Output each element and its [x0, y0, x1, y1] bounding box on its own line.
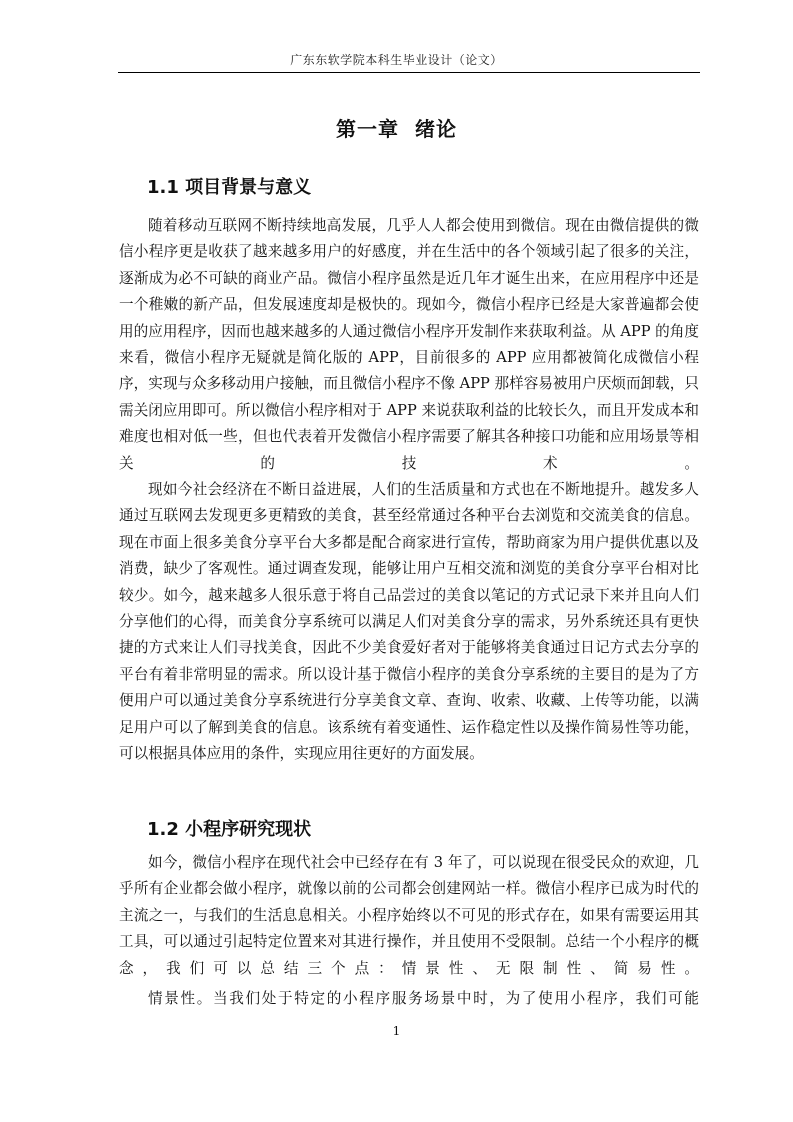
running-header: 广东东软学院本科生毕业设计（论文） — [290, 53, 503, 67]
header-divider — [118, 72, 700, 73]
paragraph-status-2: 情景性。当我们处于特定的小程序服务场景中时，为了使用小程序，我们可能 — [148, 990, 699, 1007]
page-number: 1 — [392, 1024, 401, 1038]
chapter-title: 第一章 绪论 — [336, 117, 457, 141]
section-heading-1-1: 1.1 项目背景与意义 — [147, 177, 312, 198]
paragraph-status-1: 如今，微信小程序在现代社会中已经存在有 3 年了，可以说现在很受民众的欢迎，几乎所有企业都会做小程序，就像以前的公司都会创建网站一样。微信小程序已成为时代的主流之一，与我们的生活息息相关。小程序始终以不可见的形式存在，如果有需要运用其工具，可以通过引起特定位置来对其进行操作，并且使用不受限制。总结一个小程序的概念，我们可以总结三个点：情景性、无限制性、简易性。 — [119, 854, 699, 977]
section-heading-1-2: 1.2 小程序研究现状 — [147, 819, 312, 840]
paragraph-background-1: 随着移动互联网不断持续地高发展，几乎人人都会使用到微信。现在由微信提供的微信小程序更是收获了越来越多用户的好感度，并在生活中的各个领域引起了很多的关注，逐渐成为必不可缺的商业产品。微信小程序虽然是近几年才诞生出来，在应用程序中还是一个稚嫩的新产品，但发展速度却是极快的。现如今，微信小程序已经是大家普遍都会使用的应用程序，因而也越来越多的人通过微信小程序开发制作来获取利益。从 APP 的角度来看，微信小程序无疑就是简化版的 APP，目前很多的 APP 应用都被简化成微信小程序，实现与众多移动用户接触，而且微信小程序不像 APP 那样容易被用户厌烦而卸载，只需关闭应用即可。所以微信小程序相对于 APP 来说获取利益的比较长久，而且开发成本和难度也相对低一些，但也代表着开发微信小程序需要了解其各种接口功能和应用场景等相关的技术。 — [119, 217, 699, 472]
paragraph-background-2: 现如今社会经济在不断日益进展，人们的生活质量和方式也在不断地提升。越发多人通过互联网去发现更多更精致的美食，甚至经常通过各种平台去浏览和交流美食的信息。现在市面上很多美食分享平台大多都是配合商家进行宣传，帮助商家为用户提供优惠以及消费，缺少了客观性。通过调查发现，能够让用户互相交流和浏览的美食分享平台相对比较少。如今，越来越多人很乐意于将自己品尝过的美食以笔记的方式记录下来并且向人们分享他们的心得，而美食分享系统可以满足人们对美食分享的需求，另外系统还具有更快捷的方式来让人们寻找美食，因此不少美食爱好者对于能够将美食通过日记方式去分享的平台有着非常明显的需求。所以设计基于微信小程序的美食分享系统的主要目的是为了方便用户可以通过美食分享系统进行分享美食文章、查询、收索、收藏、上传等功能，以满足用户可以了解到美食的信息。该系统有着变通性、运作稳定性以及操作简易性等功能，可以根据具体应用的条件，实现应用往更好的方面发展。 — [119, 481, 699, 763]
